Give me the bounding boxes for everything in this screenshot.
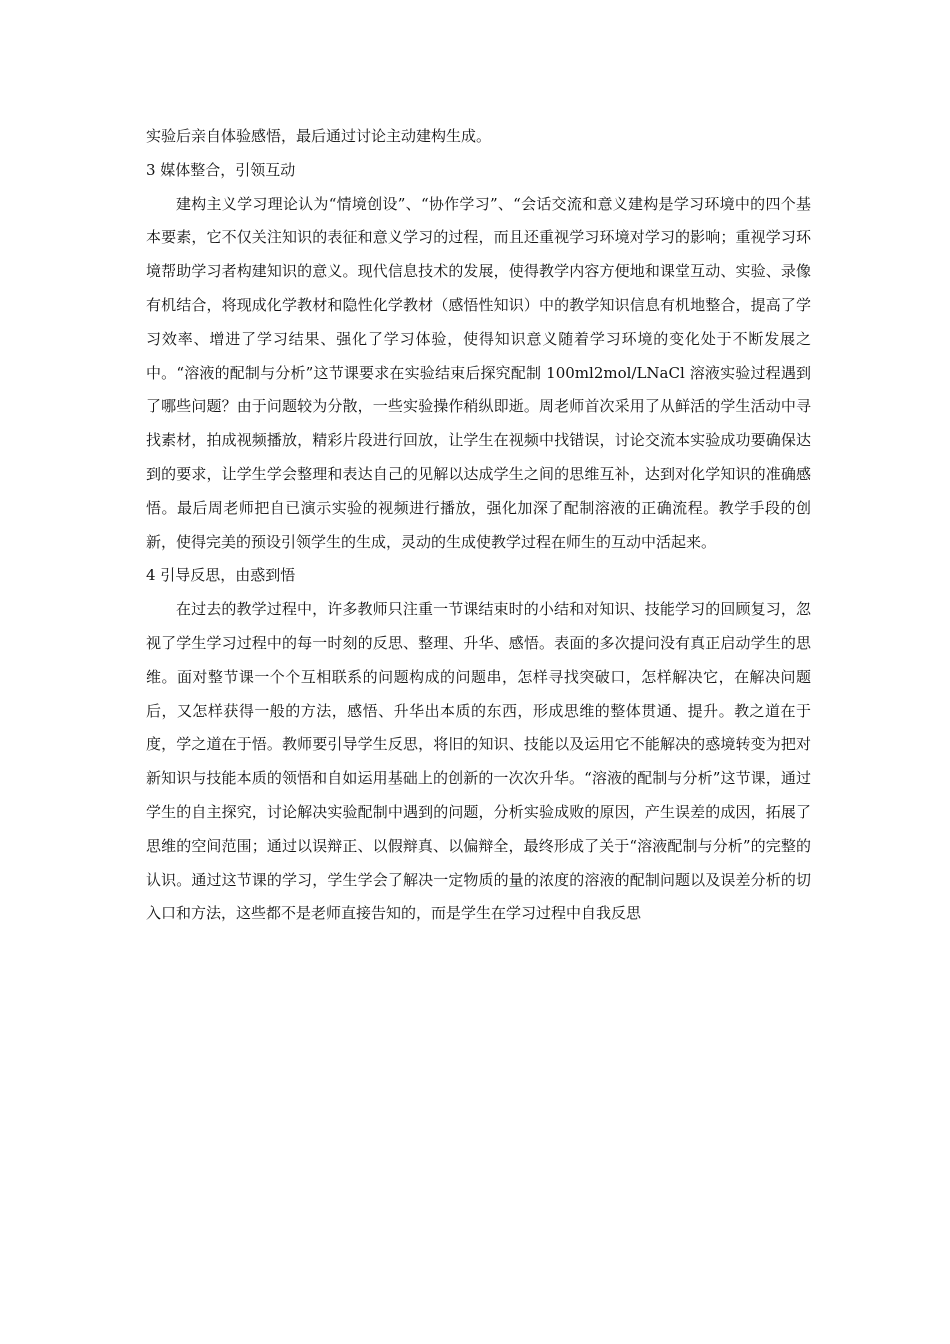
section-heading-3: 3 媒体整合，引领互动 (146, 160, 296, 179)
document-body (146, 120, 811, 931)
paragraph-media-integration: 建构主义学习理论认为“情境创设”、“协作学习”、“会话交流和意义建构是学习环境中的四个基本要素，它不仅关注知识的表征和意义学习的过程，而且还重视学习环境对学习的影响；重视学习环境帮助学习者构建知识的意义。现代信息技术的发展，使得教学内容方便地和课堂互动、实验、录像有机结合，将现成化学教材和隐性化学教材（感悟性知识）中的教学知识信息有机地整合，提高了学习效率、增进了学习结果、强化了学习体验，使得知识意义随着学习环境的变化处于不断发展之中。“溶液的配制与分析”这节课要求在实验结束后探究配制 100ml2mol/LNaCl 溶液实验过程遇到了哪些问题？由于问题较为分散，一些实验操作稍纵即逝。周老师首次采用了从鲜活的学生活动中寻找素材，拍成视频播放，精彩片段进行回放，让学生在视频中找错误，讨论交流本实验成功要确保达到的要求，让学生学会整理和表达自己的见解以达成学生之间的思维互补，达到对化学知识的准确感悟。最后周老师把自已演示实验的视频进行播放，强化加深了配制溶液的正确流程。教学手段的创新，使得完美的预设引领学生的生成，灵动的生成使教学过程在师生的互动中活起来。 (146, 194, 811, 551)
paragraph-continued: 实验后亲自体验感悟，最后通过讨论主动建构生成。 (146, 127, 492, 145)
section-heading-4: 4 引导反思，由惑到悟 (146, 566, 296, 585)
paragraph-guided-reflection: 在过去的教学过程中，许多教师只注重一节课结束时的小结和对知识、技能学习的回顾复习，忽视了学生学习过程中的每一时刻的反思、整理、升华、感悟。表面的多次提问没有真正启动学生的思维。面对整节课一个个互相联系的问题构成的问题串，怎样寻找突破口，怎样解决它，在解决问题后，又怎样获得一般的方法，感悟、升华出本质的东西，形成思维的整体贯通、提升。教之道在于度，学之道在于悟。教师要引导学生反思，将旧的知识、技能以及运用它不能解决的惑境转变为把对新知识与技能本质的领悟和自如运用基础上的创新的一次次升华。“溶液的配制与分析”这节课，通过学生的自主探究，讨论解决实验配制中遇到的问题，分析实验成败的原因，产生误差的成因，拓展了思维的空间范围；通过以误辩正、以假辩真、以偏辩全，最终形成了关于“溶液配制与分析”的完整的认识。通过这节课的学习，学生学会了解决一定物质的量的浓度的溶液的配制问题以及误差分析的切入口和方法，这些都不是老师直接告知的，而是学生在学习过程中自我反思 (146, 600, 811, 923)
